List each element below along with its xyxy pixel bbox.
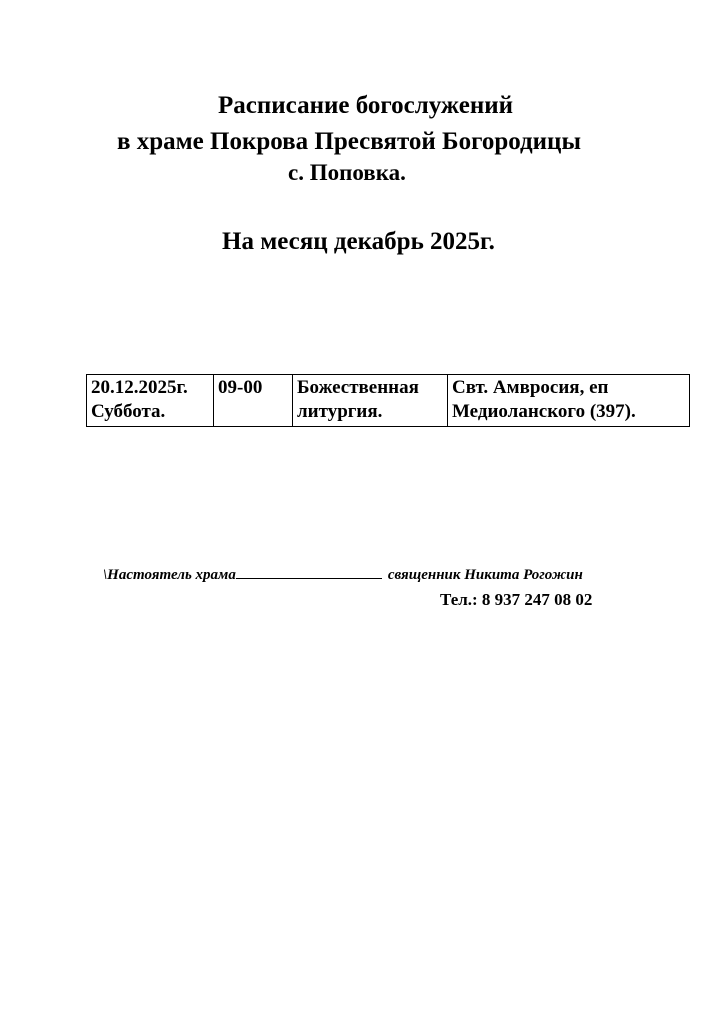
header-village: с. Поповка. [288,160,406,185]
schedule-period: На месяц декабрь 2025г. [222,228,495,255]
time-cell [214,375,293,427]
service-cell [293,375,448,427]
phone-number: Тел.: 8 937 247 08 02 [440,590,593,609]
header-title: Расписание богослужений [218,92,514,119]
date-cell [87,375,214,427]
service-time: 09-00 [218,377,263,398]
header-church-name: в храме Покрова Пресвятой Богородицы [117,128,581,155]
priest-name: священник Никита Рогожин [387,567,583,583]
table-row [87,375,690,427]
service-name-line2: литургия. [297,401,383,422]
service-date: 20.12.2025г. [91,377,188,398]
schedule-table [86,374,690,427]
saint-cell [448,375,690,427]
saint-line1: Свт. Амвросия, еп [452,377,609,398]
service-name-line1: Божественная [297,377,419,398]
service-weekday: Суббота. [91,401,166,422]
signature-underline [236,566,382,579]
signature-line [103,566,583,584]
rector-label: \Настоятель храма [103,567,236,583]
saint-line2: Медиоланского (397). [452,401,636,422]
